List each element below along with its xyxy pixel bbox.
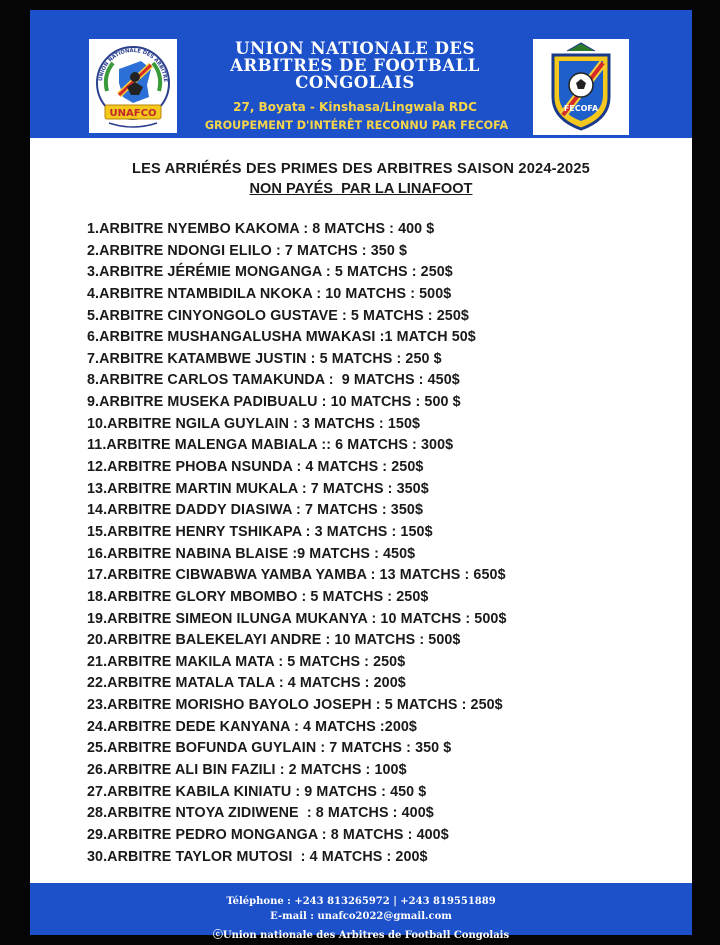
list-item: 11.ARBITRE MALENGA MABIALA :: 6 MATCHS : 300$ [87,437,454,454]
footer-copyright: ⓒUnion nationale des Arbitres de Football Congolais [212,930,510,941]
list-item: 19.ARBITRE SIMEON ILUNGA MUKANYA : 10 MATCHS : 500$ [87,610,507,627]
list-item: 10.ARBITRE NGILA GUYLAIN : 3 MATCHS : 150$ [87,415,421,432]
letterhead [30,10,692,138]
list-item: 28.ARBITRE NTOYA ZIDIWENE : 8 MATCHS : 400$ [87,805,434,822]
fecofa-banner-text: FECOFA [563,104,599,113]
org-name-line2: ARBITRES DE FOOTBALL [230,56,480,75]
list-item: 13.ARBITRE MARTIN MUKALA : 7 MATCHS : 350$ [87,480,429,497]
list-item: 1.ARBITRE NYEMBO KAKOMA : 8 MATCHS : 400 $ [87,221,435,237]
unafco-logo-icon [89,39,177,133]
document-title: LES ARRIÉRÉS DES PRIMES DES ARBITRES SAISON 2024-2025 [132,161,590,177]
list-item: 27.ARBITRE KABILA KINIATU : 9 MATCHS : 450 $ [87,783,427,800]
list-item: 8.ARBITRE CARLOS TAMAKUNDA : 9 MATCHS : 450$ [87,372,460,389]
list-item: 2.ARBITRE NDONGI ELILO : 7 MATCHS : 350 $ [87,242,407,259]
list-item: 6.ARBITRE MUSHANGALUSHA MWAKASI :1 MATCH 50$ [87,329,476,346]
referee-arrears-list [87,219,687,868]
org-name-line1: UNION NATIONALE DES [235,39,475,58]
list-item: 29.ARBITRE PEDRO MONGANGA : 8 MATCHS : 400$ [87,826,449,843]
org-name-line3: CONGOLAIS [295,73,415,92]
list-item: 5.ARBITRE CINYONGOLO GUSTAVE : 5 MATCHS : 250$ [87,307,469,324]
list-item: 7.ARBITRE KATAMBWE JUSTIN : 5 MATCHS : 250 $ [87,350,442,367]
list-item: 30.ARBITRE TAYLOR MUTOSI : 4 MATCHS : 200$ [87,848,428,865]
list-item: 4.ARBITRE NTAMBIDILA NKOKA : 10 MATCHS : 500$ [87,285,452,302]
footer-email: E-mail : unafco2022@gmail.com [270,911,452,922]
fecofa-logo-icon [533,39,629,135]
list-item: 9.ARBITRE MUSEKA PADIBUALU : 10 MATCHS : 500 $ [87,394,461,411]
list-item: 23.ARBITRE MORISHO BAYOLO JOSEPH : 5 MATCHS : 250$ [87,697,503,714]
list-item: 26.ARBITRE ALI BIN FAZILI : 2 MATCHS : 100$ [87,762,407,779]
list-item: 3.ARBITRE JÉRÉMIE MONGANGA : 5 MATCHS : 250$ [87,264,453,281]
list-item: 18.ARBITRE GLORY MBOMBO : 5 MATCHS : 250$ [87,588,429,605]
unafco-banner-text: UNAFCO [109,108,157,119]
document-sheet [30,10,692,941]
list-item: 24.ARBITRE DEDE KANYANA : 4 MATCHS :200$ [87,718,417,735]
list-item: 20.ARBITRE BALEKELAYI ANDRE : 10 MATCHS : 500$ [87,632,461,649]
list-item: 12.ARBITRE PHOBA NSUNDA : 4 MATCHS : 250$ [87,459,424,476]
list-item: 22.ARBITRE MATALA TALA : 4 MATCHS : 200$ [87,675,406,692]
list-item: 25.ARBITRE BOFUNDA GUYLAIN : 7 MATCHS : 350 $ [87,740,452,757]
list-item: 16.ARBITRE NABINA BLAISE :9 MATCHS : 450$ [87,545,416,562]
org-name [180,40,530,91]
footer-phone: Téléphone : +243 813265972 | +243 819551889 [226,896,496,907]
unafco-ring-text: UNION NATIONALE DES ARBITRE [98,47,169,83]
org-group-recognition: GROUPEMENT D'INTÉRÊT RECONNU PAR FECOFA [204,119,509,132]
footer [30,883,692,941]
org-address: 27, Boyata - Kinshasa/Lingwala RDC [233,100,477,114]
list-item: 15.ARBITRE HENRY TSHIKAPA : 3 MATCHS : 150$ [87,523,433,540]
list-item: 21.ARBITRE MAKILA MATA : 5 MATCHS : 250$ [87,653,406,670]
document-subtitle: NON PAYÉS PAR LA LINAFOOT [249,181,473,197]
list-item: 17.ARBITRE CIBWABWA YAMBA YAMBA : 13 MATCHS : 650$ [87,567,506,584]
list-item: 14.ARBITRE DADDY DIASIWA : 7 MATCHS : 350$ [87,502,423,519]
